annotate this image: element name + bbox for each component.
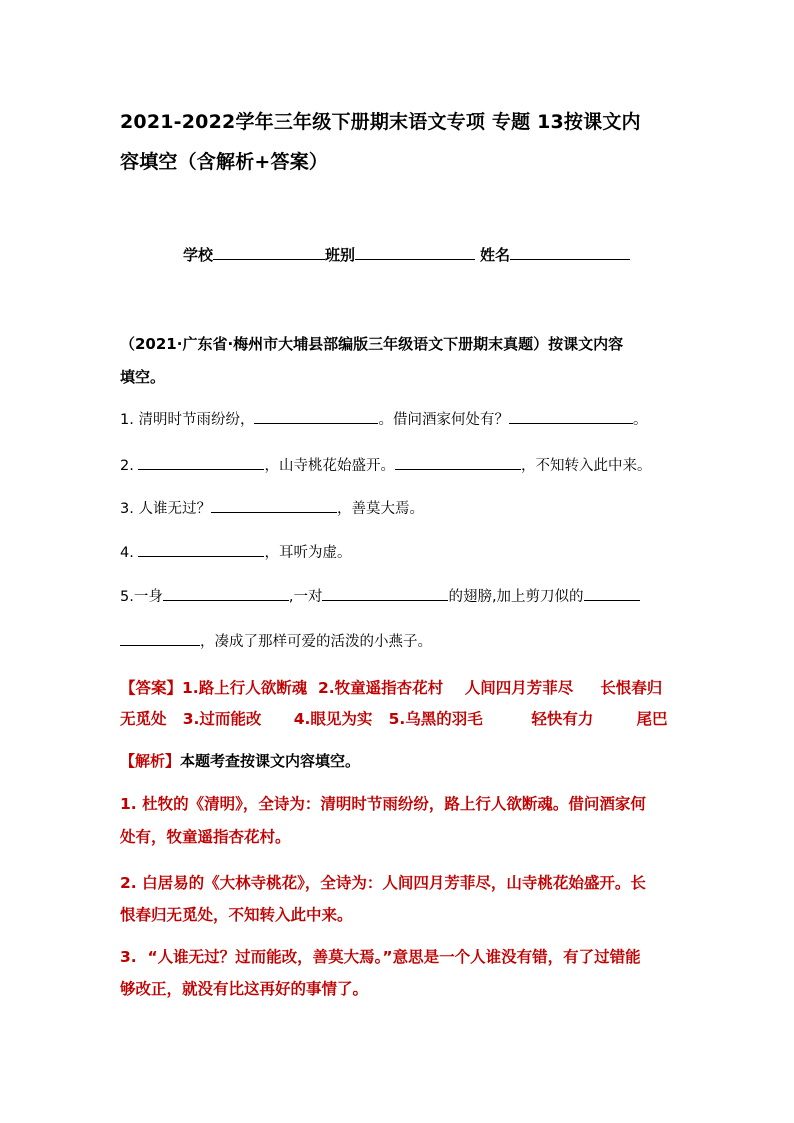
answer-blank[interactable] (322, 586, 448, 601)
school-blank[interactable] (213, 245, 325, 260)
school-label: 学校 (183, 246, 214, 264)
name-label: 姓名 (480, 246, 511, 264)
answer-blank[interactable] (138, 455, 264, 470)
question-5-continued (120, 630, 432, 651)
question-text: 。借问酒家何处有？ (378, 412, 509, 428)
analysis-intro (120, 750, 360, 771)
question-text: 的翅膀,加上剪刀似的 (448, 589, 584, 605)
question-text: ,一对 (288, 589, 323, 605)
answer-blank[interactable] (509, 409, 633, 424)
answer-blank[interactable] (138, 542, 264, 557)
student-info-line (183, 244, 630, 265)
answer-tag: 【答案】 (120, 679, 183, 697)
answer-blank[interactable] (395, 455, 521, 470)
answer-blank[interactable] (254, 409, 378, 424)
question-text: 。 (632, 412, 648, 428)
class-blank[interactable] (355, 245, 475, 260)
answer-section-line2: 无觅处 3.过而能改 4.眼见为实 5.乌黑的羽毛 轻快有力 尾巴 (120, 710, 668, 728)
analysis-p3-line1: 3. “人谁无过？过而能改，善莫大焉。”意思是一个人谁没有错，有了过错能 (120, 948, 641, 966)
document-title-line1: 2021-2022学年三年级下册期末语文专项 专题 13按课文内 (120, 111, 641, 133)
question-3 (120, 497, 424, 518)
question-text: ，耳听为虚。 (264, 545, 352, 561)
question-number: 1. (120, 412, 134, 428)
question-text: ，凑成了那样可爱的活泼的小燕子。 (200, 634, 432, 650)
analysis-p2-line2: 恨春归无觅处，不知转入此中来。 (120, 906, 353, 924)
question-number: 2. (120, 458, 134, 474)
question-1 (120, 408, 647, 429)
document-title-line2: 容填空（含解析+答案） (120, 151, 329, 173)
answer-blank[interactable] (163, 586, 289, 601)
analysis-p1-line2: 处有，牧童遥指杏花村。 (120, 828, 291, 846)
question-text: 人谁无过？ (138, 501, 211, 517)
question-source-line1: （2021·广东省·梅州市大埔县部编版三年级语文下册期末真题）按课文内容 (120, 335, 624, 353)
question-number: 3. (120, 501, 134, 517)
question-4 (120, 541, 351, 562)
analysis-tag: 【解析】 (120, 752, 181, 770)
analysis-p1-line1: 1. 杜牧的《清明》，全诗为：清明时节雨纷纷，路上行人欲断魂。借问酒家何 (120, 795, 646, 813)
question-2 (120, 454, 651, 475)
answer-blank[interactable] (211, 498, 337, 513)
analysis-p2-line1: 2. 白居易的《大林寺桃花》，全诗为：人间四月芳菲尽，山寺桃花始盛开。长 (120, 874, 646, 892)
question-text: 清明时节雨纷纷， (138, 412, 255, 428)
question-text: ，山寺桃花始盛开。 (264, 458, 395, 474)
question-number: 5. (120, 589, 134, 605)
answer-section-line1 (120, 676, 662, 698)
question-5 (120, 585, 640, 606)
analysis-intro-text: 本题考查按课文内容填空。 (180, 752, 361, 770)
question-text: ，善莫大焉。 (336, 501, 424, 517)
question-text: 一身 (133, 589, 163, 605)
answer-text: 1.路上行人欲断魂 2.牧童遥指杏花村 人间四月芳菲尽 长恨春归 (182, 679, 663, 697)
answer-blank[interactable] (120, 631, 200, 646)
answer-blank[interactable] (584, 586, 640, 601)
question-number: 4. (120, 545, 134, 561)
name-blank[interactable] (510, 245, 630, 260)
analysis-p3-line2: 够改正，就没有比这再好的事情了。 (120, 980, 369, 998)
question-text: ，不知转入此中来。 (520, 458, 652, 474)
class-label: 班别 (325, 246, 356, 264)
question-source-line2: 填空。 (120, 368, 166, 386)
